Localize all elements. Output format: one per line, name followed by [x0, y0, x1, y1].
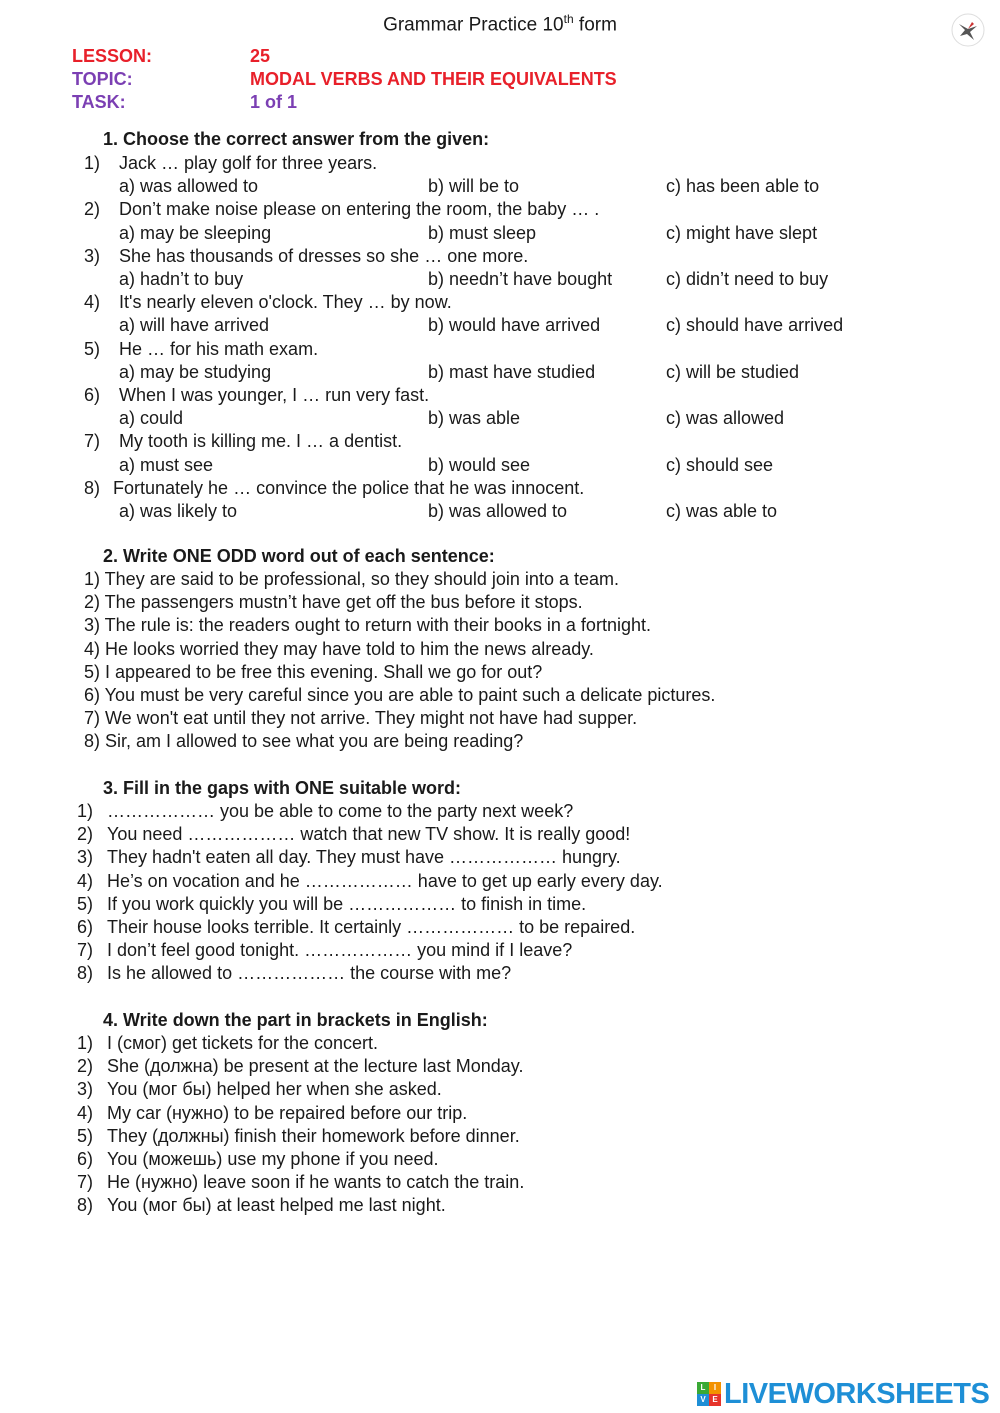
section-4-title: 4. Write down the part in brackets in English: [103, 1010, 488, 1030]
option-a: a) must see [119, 454, 214, 475]
sentence-item: 2) The passengers mustn’t have get off the bus before it stops. [84, 592, 583, 613]
option-a: a) may be sleeping [119, 222, 272, 243]
sentence-item: 1) They are said to be professional, so they should join into a team. [84, 569, 619, 589]
gap-sentence: ……………… you be able to come to the party next week? [107, 801, 574, 821]
gap-sentence: If you work quickly you will be ……………… to finish in time. [107, 893, 587, 914]
gap-sentence: He’s on vocation and he ……………… have to get up early every day. [107, 870, 663, 891]
gap-sentence: Is he allowed to ……………… the course with me? [107, 963, 512, 984]
translation-sentence: I (смог) get tickets for the concert. [107, 1033, 379, 1053]
item-number: 6) [77, 1149, 94, 1169]
option-c: c) should have arrived [666, 315, 844, 336]
gap-sentence: Their house looks terrible. It certainly ……………… to be repaired. [107, 917, 636, 937]
translation-sentence: They (должны) finish their homework before dinner. [107, 1125, 520, 1146]
sentence-item: 8) Sir, am I allowed to see what you are being reading? [84, 731, 524, 752]
item-number: 2) [77, 824, 94, 845]
item-number: 4) [77, 1102, 94, 1123]
translation-sentence: You (можешь) use my phone if you need. [107, 1149, 439, 1169]
question-number: 3) [84, 245, 101, 266]
sentence-item: 4) He looks worried they may have told to him the news already. [84, 638, 594, 659]
bird-logo-icon [950, 12, 986, 48]
question-number: 4) [84, 292, 101, 313]
logo-text: LIVEWORKSHEETS [724, 1377, 990, 1410]
lesson-value: 25 [250, 46, 271, 66]
translation-sentence: You (мог бы) helped her when she asked. [107, 1079, 442, 1100]
question-text: He … for his math exam. [119, 338, 319, 359]
item-number: 8) [77, 963, 94, 984]
option-a: a) could [119, 408, 184, 429]
logo-letter: I [709, 1382, 721, 1394]
section-2-title: 2. Write ONE ODD word out of each sentence: [103, 546, 495, 566]
sentence-item: 5) I appeared to be free this evening. Shall we go for out? [84, 661, 543, 682]
sentence-item: 7) We won't eat until they not arrive. They might not have had supper. [84, 708, 638, 729]
topic-label: TOPIC: [72, 69, 133, 89]
item-number: 3) [77, 1079, 94, 1100]
logo-badge-icon [697, 1382, 721, 1406]
question-text: My tooth is killing me. I … a dentist. [119, 431, 403, 452]
option-b: b) was able [428, 408, 521, 429]
topic-value: MODAL VERBS AND THEIR EQUIVALENTS [250, 69, 617, 89]
question-number: 5) [84, 338, 101, 359]
sentence-item: 3) The rule is: the readers ought to return with their books in a fortnight. [84, 615, 651, 636]
item-number: 2) [77, 1056, 94, 1077]
translation-sentence: You (мог бы) at least helped me last night. [107, 1195, 446, 1216]
option-b: b) was allowed to [428, 501, 568, 521]
option-c: c) should see [666, 454, 774, 475]
gap-sentence: I don’t feel good tonight. ……………… you mind if I leave? [107, 940, 573, 961]
option-a: a) was allowed to [119, 176, 259, 197]
question-text: Fortunately he … convince the police that he was innocent. [113, 477, 585, 498]
option-b: b) needn’t have bought [428, 269, 613, 289]
lesson-label: LESSON: [72, 46, 153, 66]
logo-letter: L [697, 1382, 709, 1394]
item-number: 3) [77, 847, 94, 868]
option-c: c) might have slept [666, 222, 818, 243]
item-number: 4) [77, 870, 94, 891]
item-number: 5) [77, 893, 94, 914]
page-title: Grammar Practice 10th form [383, 12, 617, 36]
logo-letter: V [697, 1394, 709, 1406]
question-number: 7) [84, 431, 101, 452]
item-number: 7) [77, 940, 94, 961]
translation-sentence: My car (нужно) to be repaired before our trip. [107, 1102, 468, 1123]
task-value: 1 of 1 [250, 92, 298, 112]
task-label: TASK: [72, 92, 126, 112]
translation-sentence: She (должна) be present at the lecture last Monday. [107, 1056, 524, 1077]
question-text: Jack … play golf for three years. [119, 153, 378, 173]
section-3-title: 3. Fill in the gaps with ONE suitable word: [103, 778, 462, 798]
option-c: c) didn’t need to buy [666, 269, 829, 289]
option-a: a) was likely to [119, 501, 238, 521]
option-c: c) was allowed [666, 408, 785, 429]
option-b: b) will be to [428, 176, 520, 197]
sentence-item: 6) You must be very careful since you are able to paint such a delicate pictures. [84, 685, 716, 705]
question-number: 8) [84, 477, 101, 498]
liveworksheets-logo [697, 1379, 989, 1409]
option-a: a) will have arrived [119, 315, 270, 336]
item-number: 5) [77, 1125, 94, 1146]
option-c: c) was able to [666, 501, 778, 521]
option-c: c) has been able to [666, 176, 820, 197]
question-text: She has thousands of dresses so she … one more. [119, 245, 529, 266]
question-number: 1) [84, 153, 101, 173]
question-text: It's nearly eleven o'clock. They … by now. [119, 292, 452, 313]
question-number: 2) [84, 199, 101, 220]
option-b: b) would see [428, 454, 531, 475]
item-number: 1) [77, 801, 94, 821]
option-b: b) mast have studied [428, 361, 596, 382]
logo-letter: E [709, 1394, 721, 1406]
translation-sentence: He (нужно) leave soon if he wants to catch the train. [107, 1172, 525, 1193]
option-a: a) may be studying [119, 361, 272, 382]
gap-sentence: You need ……………… watch that new TV show. It is really good! [107, 824, 631, 845]
option-c: c) will be studied [666, 361, 800, 382]
item-number: 8) [77, 1195, 94, 1216]
option-b: b) must sleep [428, 222, 537, 243]
section-1-title: 1. Choose the correct answer from the given: [103, 129, 490, 149]
option-b: b) would have arrived [428, 315, 601, 336]
option-a: a) hadn’t to buy [119, 269, 244, 289]
item-number: 7) [77, 1172, 94, 1193]
gap-sentence: They hadn't eaten all day. They must have ……………… hungry. [107, 847, 621, 868]
item-number: 6) [77, 917, 94, 937]
question-number: 6) [84, 385, 101, 405]
item-number: 1) [77, 1033, 94, 1053]
question-text: Don’t make noise please on entering the room, the baby … . [119, 199, 600, 220]
question-text: When I was younger, I … run very fast. [119, 385, 430, 405]
